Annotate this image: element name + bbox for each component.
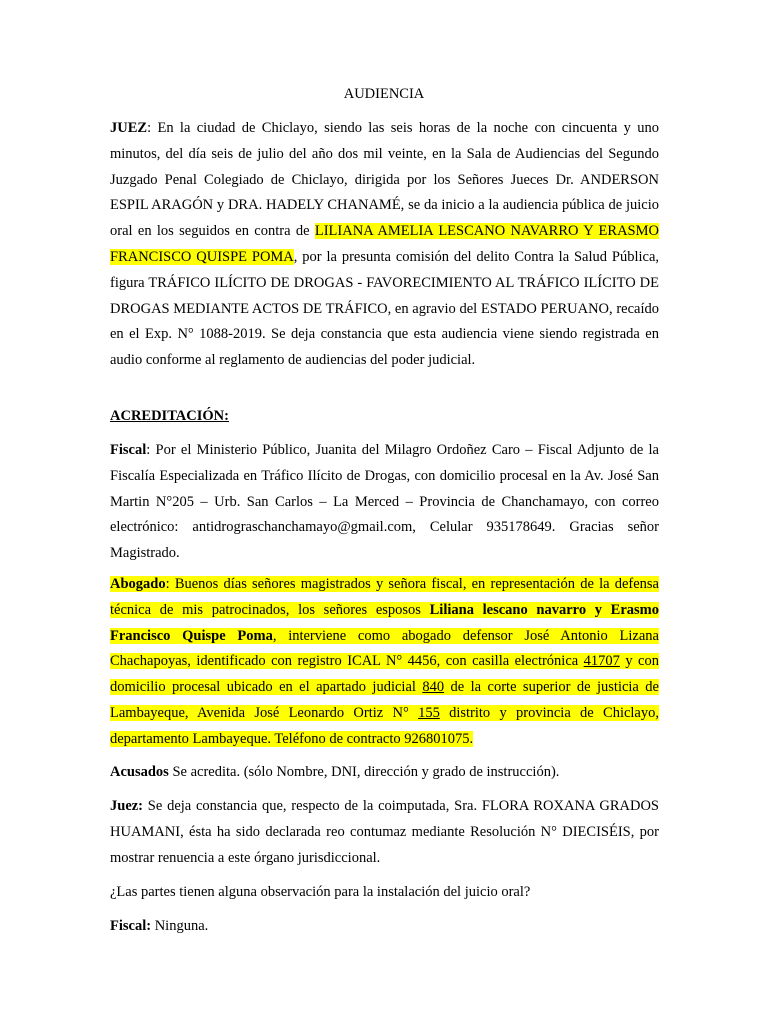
juez-constancia-paragraph (110, 794, 659, 871)
acusados-label: Acusados (110, 764, 169, 780)
abogado-text-part3: y con domicilio procesal ubicado en el apartado judicial (110, 653, 659, 696)
document-title: AUDIENCIA (343, 86, 425, 102)
address-number: 155 (418, 704, 440, 721)
abogado-paragraph (110, 572, 659, 753)
juez-constancia-label: Juez: (110, 798, 144, 814)
casilla-number: 41707 (583, 653, 620, 670)
fiscal-response-paragraph (110, 914, 659, 940)
abogado-text-part4: de la corte superior de justicia de Lambayeque, Avenida José Leonardo Ortiz N° (110, 679, 659, 721)
juez-opening-paragraph (110, 116, 659, 374)
juez-text-part2: , por la presunta comisión del delito Contra la Salud Pública, figura TRÁFICO ILÍCITO DE DROGAS - FAVORECIMIENTO AL TRÁFICO ILÍCITO DE DROGAS MEDIANTE ACTOS DE TRÁFICO, en agravio del ESTADO PERUANO, recaído en el Exp. N° 1088-2019. Se deja constancia que esta audiencia viene siendo registrada en audio conforme al reglamento de audiencias del poder judicial. (110, 248, 660, 369)
juez-constancia-text: Se deja constancia que, respecto de la coimputada, Sra. FLORA ROXANA GRADOS HUAMANI, ésta ha sido declarada reo contumaz mediante Resolución N° DIECISÉIS, por mostrar renuencia a este órgano jurisdiccional. (110, 798, 659, 866)
apartado-number: 840 (422, 679, 445, 696)
acusados-paragraph (110, 760, 659, 786)
fiscal-label: Fiscal (110, 442, 147, 458)
abogado-text-part1: : Buenos días señores magistrados y señora fiscal, en representación de la defensa técnica de mis patrocinados, los señores esposos (110, 576, 659, 618)
acusados-text: Se acredita. (sólo Nombre, DNI, dirección y grado de instrucción). (168, 764, 560, 780)
accused-names-highlight: LILIANA AMELIA LESCANO NAVARRO Y ERASMO FRANCISCO QUISPE POMA (110, 223, 659, 265)
abogado-text-part5: distrito y provincia de Chiclayo, departamento Lambayeque. Teléfono de contracto 926801075. (110, 704, 659, 747)
abogado-label: Abogado (110, 576, 166, 592)
abogado-clients-names: Liliana lescano navarro y Erasmo Francisco Quispe Poma (110, 601, 659, 644)
fiscal-text: : Por el Ministerio Público, Juanita del Milagro Ordoñez Caro – Fiscal Adjunto de la Fiscalía Especializada en Tráfico Ilícito de Drogas, con domicilio procesal en la Av. José San Martin N°205 – Urb. San Carlos – La Merced – Provincia de Chanchamayo, con correo electrónico: antidrograschanchamayo@gmail.com, Celular 935178649. Gracias señor Magistrado. (110, 442, 659, 562)
question-paragraph: ¿Las partes tienen alguna observación para la instalación del juicio oral? (110, 884, 531, 900)
fiscal-paragraph (110, 438, 659, 567)
abogado-text-part2: , interviene como abogado defensor José Antonio Lizana Chachapoyas, identificado con registro ICAL N° 4456, con casilla electrónica (110, 627, 659, 670)
fiscal-response-text: Ninguna. (151, 918, 209, 934)
juez-text-part1: : En la ciudad de Chiclayo, siendo las seis horas de la noche con cincuenta y uno minutos, del día seis de julio del año dos mil veinte, en la Sala de Audiencias del Segundo Juzgado Penal Colegiado de Chiclayo, dirigida por los Señores Jueces Dr. ANDERSON ESPIL ARAGÓN y DRA. HADELY CHANAMÉ, se da inicio a la audiencia pública de juicio oral en los seguidos en contra de (110, 120, 659, 240)
acreditacion-heading: ACREDITACIÓN: (110, 408, 229, 424)
fiscal-response-label: Fiscal: (110, 918, 152, 934)
juez-label: JUEZ (110, 120, 148, 136)
